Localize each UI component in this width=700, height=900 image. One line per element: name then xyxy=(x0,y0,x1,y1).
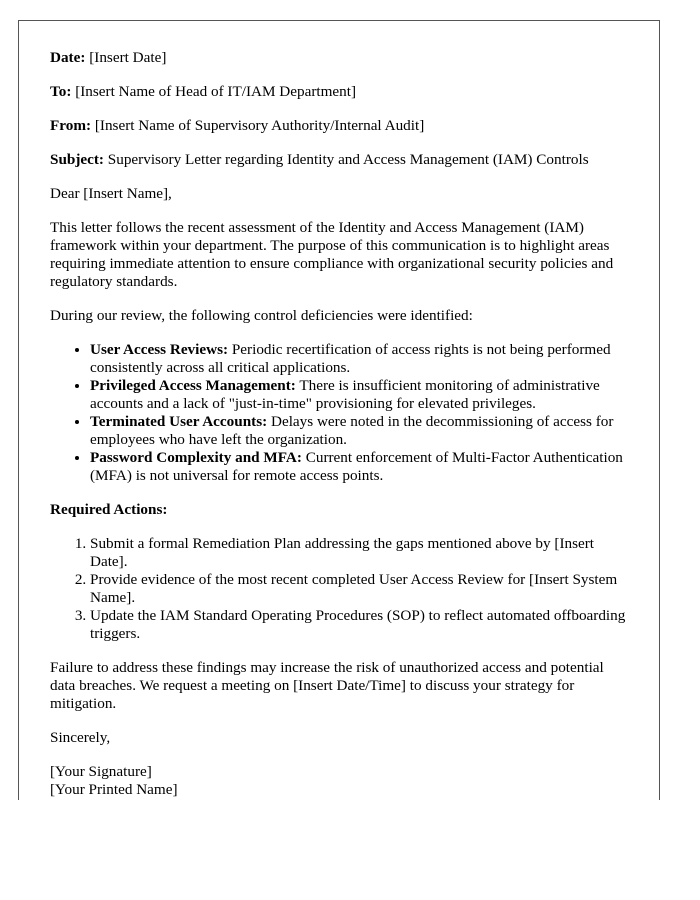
actions-heading-text: Required Actions: xyxy=(50,501,168,518)
deficiency-item xyxy=(90,377,629,413)
deficiency-list xyxy=(50,341,629,485)
subject-line xyxy=(50,151,629,169)
deficiency-title: Terminated User Accounts: xyxy=(90,413,268,430)
action-item: 3. Update the IAM Standard Operating Procedures (SOP) to reflect automated offboarding triggers. xyxy=(90,607,629,643)
from-line xyxy=(50,117,629,135)
to-line xyxy=(50,83,629,101)
date-line xyxy=(50,49,629,67)
to-label: To: xyxy=(50,83,72,100)
deficiency-text: Periodic recertification of access rights is not being performed consistently across all critical applications. xyxy=(90,341,611,376)
letter-document xyxy=(18,20,660,800)
action-item: 1. Submit a formal Remediation Plan addressing the gaps mentioned above by [Insert Date]. xyxy=(90,535,629,571)
signature: [Your Signature] xyxy=(50,763,152,780)
actions-heading xyxy=(50,501,629,519)
deficiency-item xyxy=(90,341,629,377)
date-value: [Insert Date] xyxy=(85,49,167,66)
deficiency-title: Privileged Access Management: xyxy=(90,377,296,394)
subject-label: Subject: xyxy=(50,151,104,168)
action-item: 2. Provide evidence of the most recent completed User Access Review for [Insert System Name]. xyxy=(90,571,629,607)
sign-off: Sincerely, xyxy=(50,729,111,746)
closing-paragraph: Failure to address these findings may increase the risk of unauthorized access and potential data breaches. We request a meeting on [Insert Date/Time] to discuss your strategy for mitigation. xyxy=(50,659,604,712)
printed-name: [Your Printed Name] xyxy=(50,781,178,798)
signature-block xyxy=(50,763,629,799)
deficiency-item xyxy=(90,413,629,449)
actions-list xyxy=(50,535,629,643)
from-label: From: xyxy=(50,117,92,134)
review-intro: During our review, the following control deficiencies were identified: xyxy=(50,307,473,324)
deficiency-title: User Access Reviews: xyxy=(90,341,229,358)
from-value: [Insert Name of Supervisory Authority/Internal Audit] xyxy=(91,117,425,134)
deficiency-text: There is insufficient monitoring of administrative accounts and a lack of "just-in-time" provisioning for elevated privileges. xyxy=(90,377,600,412)
date-label: Date: xyxy=(50,49,86,66)
salutation: Dear [Insert Name], xyxy=(50,185,172,202)
deficiency-text: Current enforcement of Multi-Factor Authentication (MFA) is not universal for remote access points. xyxy=(90,449,623,484)
deficiency-title: Password Complexity and MFA: xyxy=(90,449,302,466)
to-value: [Insert Name of Head of IT/IAM Department] xyxy=(71,83,357,100)
deficiency-item xyxy=(90,449,629,485)
subject-value: Supervisory Letter regarding Identity and Access Management (IAM) Controls xyxy=(104,151,589,168)
intro-paragraph: This letter follows the recent assessment of the Identity and Access Management (IAM) framework within your department. The purpose of this communication is to highlight areas requiring immediate attention to ensure compliance with organizational security policies and regulatory standards. xyxy=(50,219,614,290)
deficiency-text: Delays were noted in the decommissioning of access for employees who have left the organization. xyxy=(90,413,614,448)
